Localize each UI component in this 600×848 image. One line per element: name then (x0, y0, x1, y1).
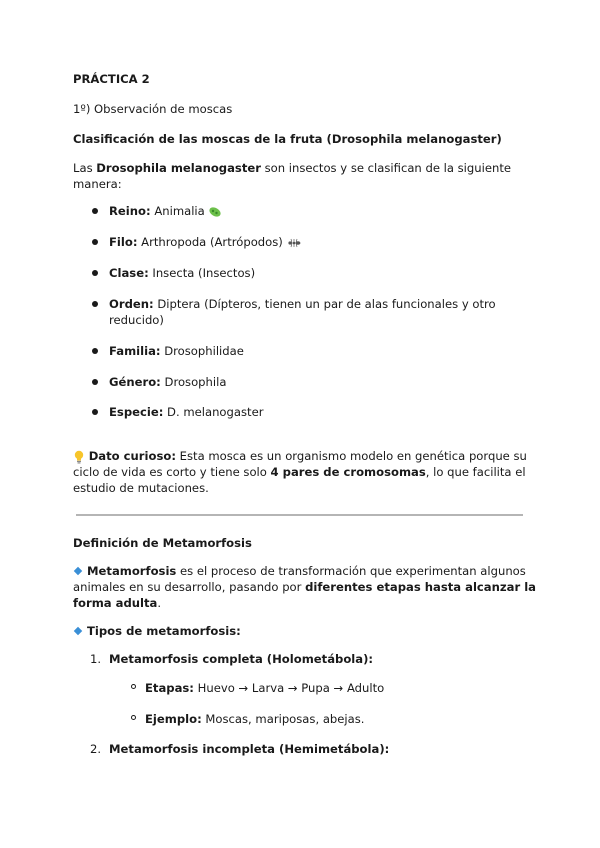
microbe-icon (208, 204, 222, 218)
metamorphosis-def-line1: Metamorfosis es el proceso de transformación que experimentan algunos (73, 563, 526, 579)
classification-intro-line2: manera: (73, 177, 122, 191)
metamorphosis-def-line2: animales en su desarrollo, pasando por diferentes etapas hasta alcanzar la (73, 580, 537, 594)
bullet-dot (92, 239, 98, 245)
bullet-dot (92, 348, 98, 354)
fun-fact-line1: Dato curioso: Esta mosca es un organismo modelo en genética porque su (73, 448, 527, 464)
bullet-dot (92, 270, 98, 276)
list-item: Familia: Drosophilidae (109, 344, 244, 358)
types-heading: Tipos de metamorfosis: (73, 623, 241, 639)
fun-fact-line2: ciclo de vida es corto y tiene solo 4 pares de cromosomas, lo que facilita el (73, 465, 526, 479)
classification-intro-line1: Las Drosophila melanogaster son insectos y se clasifican de la siguiente (73, 161, 511, 175)
lightbulb-icon (73, 449, 85, 463)
circle-bullet (131, 684, 136, 689)
fun-fact-line3: estudio de mutaciones. (73, 481, 209, 495)
metamorphosis-def-line3: forma adulta. (73, 596, 162, 610)
list-item-continuation: reducido) (109, 313, 164, 327)
blue-diamond-icon (74, 567, 82, 575)
list-item: Reino: Animalia (109, 203, 222, 219)
page-title: PRÁCTICA 2 (73, 72, 150, 86)
list-item: Filo: Arthropoda (Artrópodos) (109, 234, 301, 250)
horizontal-divider (76, 514, 523, 516)
metamorphosis-type-name: Metamorfosis completa (Holometábola): (109, 652, 374, 666)
list-item-number: 2. (90, 742, 102, 756)
ant-icon (287, 235, 301, 249)
metamorphosis-type-name: Metamorfosis incompleta (Hemimetábola): (109, 742, 390, 756)
classification-heading: Clasificación de las moscas de la fruta (Drosophila melanogaster) (73, 132, 502, 146)
list-item: Clase: Insecta (Insectos) (109, 266, 256, 280)
list-item: Especie: D. melanogaster (109, 405, 264, 419)
bullet-dot (92, 409, 98, 415)
bullet-dot (92, 208, 98, 214)
list-item-number: 1. (90, 652, 102, 666)
bullet-dot (92, 379, 98, 385)
circle-bullet (131, 715, 136, 720)
blue-diamond-icon (74, 627, 82, 635)
section-subtitle: 1º) Observación de moscas (73, 102, 233, 116)
metamorphosis-heading: Definición de Metamorfosis (73, 536, 252, 550)
sub-list-item: Etapas: Huevo → Larva → Pupa → Adulto (145, 681, 385, 695)
sub-list-item: Ejemplo: Moscas, mariposas, abejas. (145, 712, 365, 726)
list-item: Orden: Diptera (Dípteros, tienen un par de alas funcionales y otro (109, 297, 496, 311)
list-item: Género: Drosophila (109, 375, 227, 389)
bullet-dot (92, 301, 98, 307)
